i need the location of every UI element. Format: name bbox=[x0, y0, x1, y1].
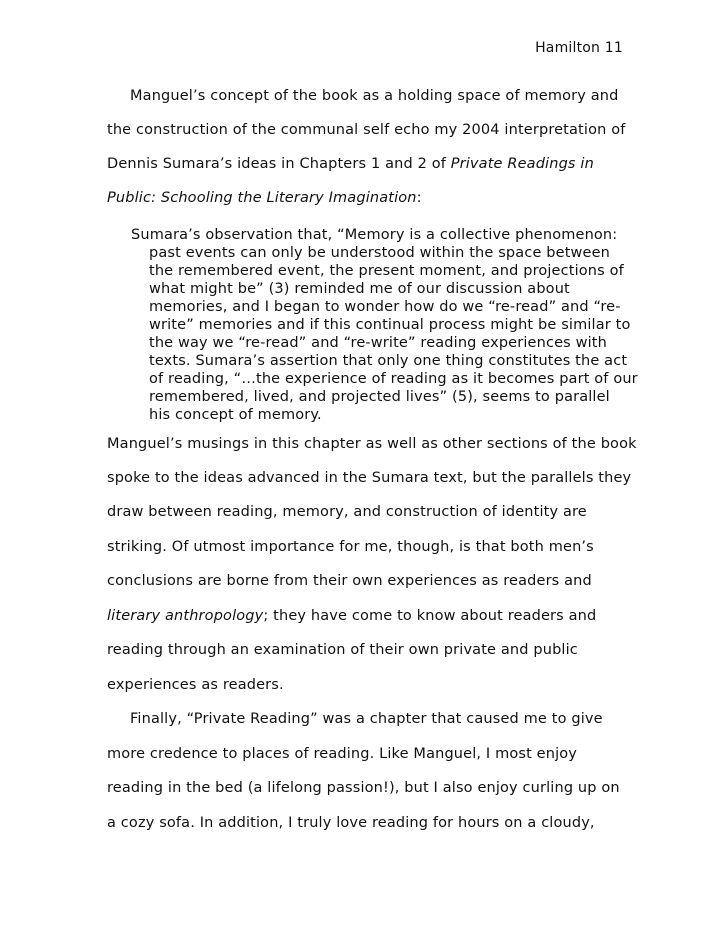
block-quote-line: memories, and I began to wonder how do we “re-read” and “re- bbox=[149, 299, 621, 315]
paragraph-line: reading through an examination of their own private and public bbox=[107, 642, 578, 658]
block-quote-line: what might be” (3) reminded me of our discussion about bbox=[149, 281, 570, 297]
paragraph-line: spoke to the ideas advanced in the Sumara text, but the parallels they bbox=[107, 470, 632, 486]
paragraph-line: Manguel’s concept of the book as a holding space of memory and bbox=[130, 88, 619, 104]
paragraph-line: the construction of the communal self echo my 2004 interpretation of bbox=[107, 122, 626, 138]
paragraph-line: Manguel’s musings in this chapter as well as other sections of the book bbox=[107, 436, 637, 452]
block-quote-line: write” memories and if this continual process might be similar to bbox=[149, 317, 631, 333]
paragraph-line: draw between reading, memory, and construction of identity are bbox=[107, 504, 587, 520]
block-quote-line: the remembered event, the present moment, and projections of bbox=[149, 263, 624, 279]
block-quote-line: his concept of memory. bbox=[149, 407, 322, 423]
running-head: Hamilton 11 bbox=[535, 40, 623, 56]
book-title-italic: Private Readings in bbox=[450, 156, 594, 172]
block-quote-line: Sumara’s observation that, “Memory is a collective phenomenon: bbox=[131, 227, 618, 243]
block-quote-line: the way we “re-read” and “re-write” reading experiences with bbox=[149, 335, 607, 351]
paragraph-line: experiences as readers. bbox=[107, 677, 284, 693]
paragraph-line: more credence to places of reading. Like Manguel, I most enjoy bbox=[107, 746, 578, 762]
text-run: : bbox=[416, 190, 422, 206]
paragraph-line: Finally, “Private Reading” was a chapter that caused me to give bbox=[130, 711, 603, 727]
paragraph-line bbox=[107, 156, 594, 172]
block-quote-line: of reading, “…the experience of reading as it becomes part of our bbox=[149, 371, 638, 387]
paragraph-line bbox=[107, 608, 596, 624]
paragraph-line: a cozy sofa. In addition, I truly love reading for hours on a cloudy, bbox=[107, 815, 595, 831]
text-run: ; they have come to know about readers and bbox=[263, 608, 597, 624]
paragraph-line: reading in the bed (a lifelong passion!), but I also enjoy curling up on bbox=[107, 780, 620, 796]
block-quote-line: remembered, lived, and projected lives” (5), seems to parallel bbox=[149, 389, 610, 405]
book-title-italic: Public: Schooling the Literary Imagination bbox=[107, 190, 417, 206]
block-quote-line: past events can only be understood within the space between bbox=[149, 245, 611, 261]
paragraph-line bbox=[107, 190, 422, 206]
paragraph-line: conclusions are borne from their own experiences as readers and bbox=[107, 573, 592, 589]
text-run: Dennis Sumara’s ideas in Chapters 1 and 2 of bbox=[107, 156, 451, 172]
term-italic: literary anthropology bbox=[107, 608, 264, 624]
block-quote-line: texts. Sumara’s assertion that only one thing constitutes the act bbox=[149, 353, 628, 369]
paragraph-line: striking. Of utmost importance for me, though, is that both men’s bbox=[107, 539, 594, 555]
